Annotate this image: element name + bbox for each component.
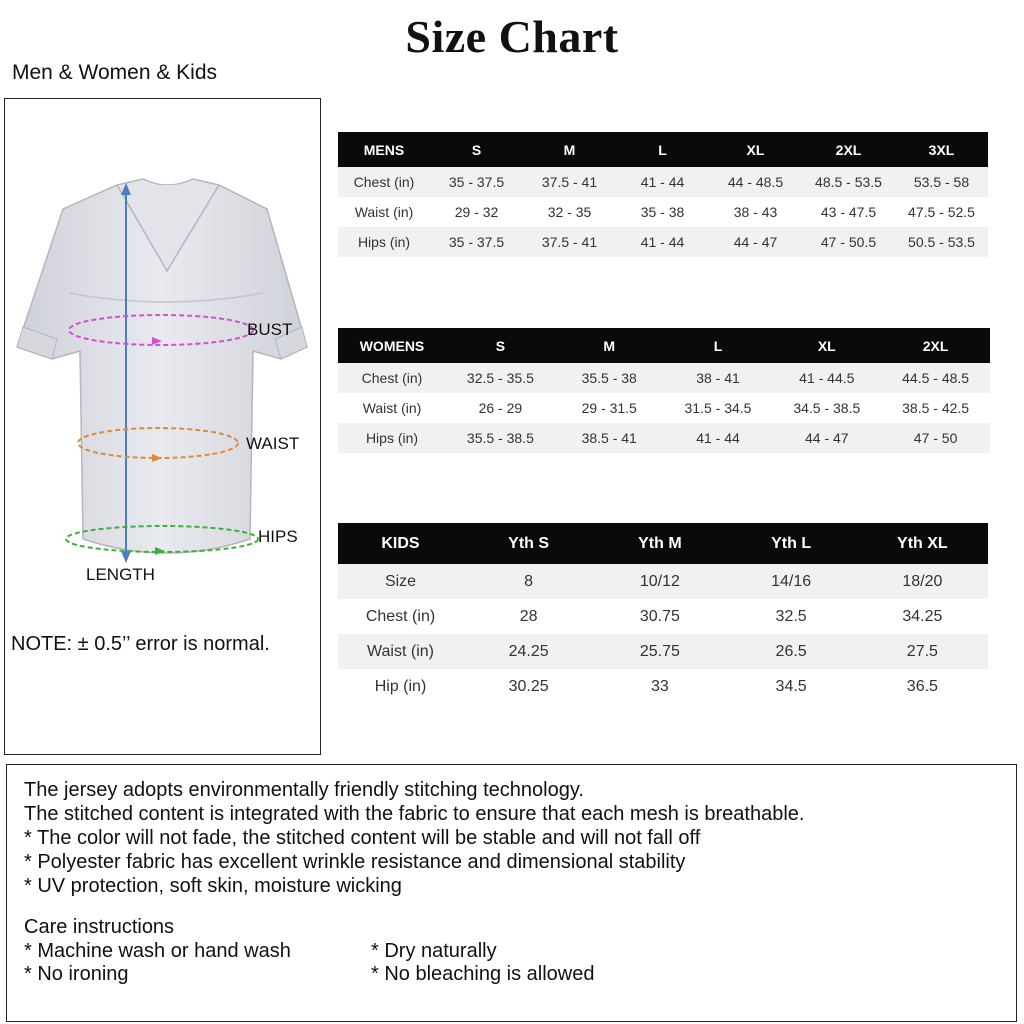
table-cell: 41 - 44.5 (772, 363, 881, 393)
table-cell: 32.5 (726, 599, 857, 634)
header-cell: WOMENS (338, 328, 446, 363)
table-cell: 38.5 - 42.5 (881, 393, 990, 423)
feature-line: * Polyester fabric has excellent wrinkle resistance and dimensional stability (24, 851, 686, 873)
table-cell: 41 - 44 (616, 167, 709, 197)
jersey-diagram (5, 99, 322, 756)
product-info-box (6, 764, 1017, 1022)
table-cell: 34.25 (857, 599, 988, 634)
table-header-row (338, 132, 988, 167)
row-label: Waist (in) (338, 634, 463, 669)
page-subtitle: Men & Women & Kids (12, 61, 218, 84)
table-cell: 44 - 47 (709, 227, 802, 257)
care-title: Care instructions (24, 916, 175, 938)
length-arrow-bottom (121, 551, 131, 563)
table-row (338, 634, 988, 669)
table-row (338, 564, 988, 599)
row-label: Hips (in) (338, 227, 430, 257)
header-cell: Yth S (463, 523, 594, 564)
table-cell: 34.5 (726, 669, 857, 704)
table-row (338, 167, 988, 197)
table-cell: 50.5 - 53.5 (895, 227, 988, 257)
header-cell: 2XL (802, 132, 895, 167)
table-cell: 35.5 - 38 (555, 363, 664, 393)
table-cell: 29 - 32 (430, 197, 523, 227)
table-cell: 38 - 43 (709, 197, 802, 227)
table-cell: 33 (594, 669, 725, 704)
header-cell: Yth L (726, 523, 857, 564)
table-header-row (338, 328, 990, 363)
row-label: Size (338, 564, 463, 599)
hips-label: HIPS (258, 527, 298, 546)
row-label: Chest (in) (338, 167, 430, 197)
row-label: Chest (in) (338, 363, 446, 393)
table-cell: 30.75 (594, 599, 725, 634)
table-cell: 35.5 - 38.5 (446, 423, 555, 453)
table-cell: 41 - 44 (616, 227, 709, 257)
table-cell: 37.5 - 41 (523, 167, 616, 197)
header-cell: L (664, 328, 773, 363)
table-cell: 44 - 48.5 (709, 167, 802, 197)
feature-line: The stitched content is integrated with the fabric to ensure that each mesh is breathable. (24, 803, 805, 825)
row-label: Chest (in) (338, 599, 463, 634)
table-cell: 41 - 44 (664, 423, 773, 453)
bust-label: BUST (247, 320, 293, 339)
table-cell: 37.5 - 41 (523, 227, 616, 257)
table-header-row (338, 523, 988, 564)
table-cell: 38.5 - 41 (555, 423, 664, 453)
row-label: Hips (in) (338, 423, 446, 453)
table-cell: 31.5 - 34.5 (664, 393, 773, 423)
table-cell: 44 - 47 (772, 423, 881, 453)
table-cell: 34.5 - 38.5 (772, 393, 881, 423)
header-cell: MENS (338, 132, 430, 167)
error-note: NOTE: ± 0.5’’ error is normal. (11, 633, 270, 655)
table-cell: 38 - 41 (664, 363, 773, 393)
table-cell: 29 - 31.5 (555, 393, 664, 423)
table-row (338, 599, 988, 634)
measurement-diagram-panel (4, 98, 321, 755)
table-cell: 10/12 (594, 564, 725, 599)
table-cell: 53.5 - 58 (895, 167, 988, 197)
table-row (338, 669, 988, 704)
table-cell: 30.25 (463, 669, 594, 704)
table-row (338, 363, 990, 393)
table-cell: 36.5 (857, 669, 988, 704)
header-cell: S (430, 132, 523, 167)
table-cell: 48.5 - 53.5 (802, 167, 895, 197)
row-label: Hip (in) (338, 669, 463, 704)
feature-line: * UV protection, soft skin, moisture wicking (24, 875, 402, 897)
table-cell: 47 - 50 (881, 423, 990, 453)
care-item: * Machine wash or hand wash (24, 940, 291, 962)
table-cell: 32 - 35 (523, 197, 616, 227)
table-cell: 43 - 47.5 (802, 197, 895, 227)
table-cell: 27.5 (857, 634, 988, 669)
table-row (338, 393, 990, 423)
page-title: Size Chart (405, 11, 619, 62)
table-cell: 28 (463, 599, 594, 634)
length-label: LENGTH (86, 565, 155, 584)
table-cell: 47 - 50.5 (802, 227, 895, 257)
table-cell: 25.75 (594, 634, 725, 669)
header-cell: Yth XL (857, 523, 988, 564)
header-cell: 3XL (895, 132, 988, 167)
table-cell: 35 - 37.5 (430, 167, 523, 197)
table-cell: 35 - 38 (616, 197, 709, 227)
feature-line: * The color will not fade, the stitched content will be stable and will not fall off (24, 827, 701, 849)
table-row (338, 197, 988, 227)
table-cell: 26.5 (726, 634, 857, 669)
header-cell: Yth M (594, 523, 725, 564)
mens-size-table (338, 132, 988, 257)
table-row (338, 227, 988, 257)
header-cell: M (555, 328, 664, 363)
table-cell: 24.25 (463, 634, 594, 669)
waist-label: WAIST (246, 434, 300, 453)
table-cell: 26 - 29 (446, 393, 555, 423)
table-cell: 44.5 - 48.5 (881, 363, 990, 393)
header-cell: S (446, 328, 555, 363)
header-cell: KIDS (338, 523, 463, 564)
table-row (338, 423, 990, 453)
row-label: Waist (in) (338, 393, 446, 423)
care-item: * No bleaching is allowed (371, 963, 595, 985)
row-label: Waist (in) (338, 197, 430, 227)
kids-size-table (338, 523, 988, 704)
header-cell: M (523, 132, 616, 167)
feature-line: The jersey adopts environmentally friendly stitching technology. (24, 779, 584, 801)
care-item: * No ironing (24, 963, 129, 985)
table-cell: 18/20 (857, 564, 988, 599)
care-item: * Dry naturally (371, 940, 497, 962)
header-cell: XL (709, 132, 802, 167)
header-cell: XL (772, 328, 881, 363)
table-cell: 14/16 (726, 564, 857, 599)
womens-size-table (338, 328, 990, 453)
table-cell: 47.5 - 52.5 (895, 197, 988, 227)
table-cell: 8 (463, 564, 594, 599)
table-cell: 35 - 37.5 (430, 227, 523, 257)
header-cell: L (616, 132, 709, 167)
header-cell: 2XL (881, 328, 990, 363)
table-cell: 32.5 - 35.5 (446, 363, 555, 393)
